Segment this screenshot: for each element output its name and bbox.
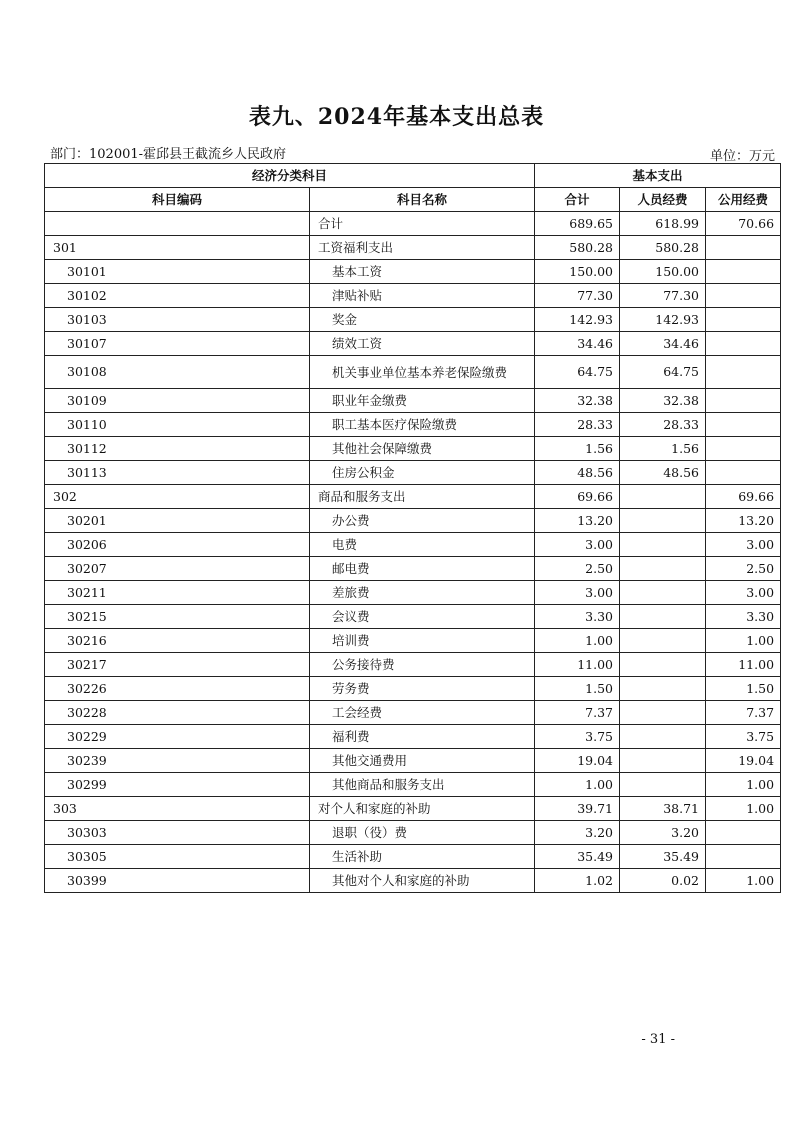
cell-code: 30103 — [45, 308, 310, 332]
page-number: - 31 - — [641, 1032, 675, 1047]
cell-name: 电费 — [310, 533, 535, 557]
cell-personnel: 3.20 — [620, 821, 706, 845]
header-name: 科目名称 — [310, 188, 535, 212]
cell-code: 30303 — [45, 821, 310, 845]
header-basic-expenditure: 基本支出 — [535, 164, 781, 188]
cell-total: 7.37 — [535, 701, 620, 725]
cell-name: 会议费 — [310, 605, 535, 629]
cell-name: 机关事业单位基本养老保险缴费 — [310, 356, 535, 389]
header-econ-category: 经济分类科目 — [45, 164, 535, 188]
cell-code: 30201 — [45, 509, 310, 533]
cell-personnel: 0.02 — [620, 869, 706, 893]
cell-code: 30229 — [45, 725, 310, 749]
table-row — [45, 581, 781, 605]
cell-public: 2.50 — [706, 557, 781, 581]
cell-personnel — [620, 773, 706, 797]
cell-public: 69.66 — [706, 485, 781, 509]
cell-total: 39.71 — [535, 797, 620, 821]
table-row — [45, 629, 781, 653]
cell-name: 津贴补贴 — [310, 284, 535, 308]
table-row — [45, 308, 781, 332]
table-row — [45, 821, 781, 845]
table-row — [45, 212, 781, 236]
cell-public: 13.20 — [706, 509, 781, 533]
cell-total: 1.56 — [535, 437, 620, 461]
cell-name: 基本工资 — [310, 260, 535, 284]
cell-name: 其他社会保障缴费 — [310, 437, 535, 461]
table-row — [45, 773, 781, 797]
cell-total: 1.00 — [535, 629, 620, 653]
cell-total: 1.50 — [535, 677, 620, 701]
cell-code: 303 — [45, 797, 310, 821]
cell-code: 30211 — [45, 581, 310, 605]
header-public: 公用经费 — [706, 188, 781, 212]
cell-personnel — [620, 701, 706, 725]
cell-code: 30216 — [45, 629, 310, 653]
table-row — [45, 797, 781, 821]
header-row-columns — [45, 188, 781, 212]
cell-personnel: 77.30 — [620, 284, 706, 308]
table-row — [45, 557, 781, 581]
cell-personnel — [620, 725, 706, 749]
cell-code: 30102 — [45, 284, 310, 308]
cell-public: 11.00 — [706, 653, 781, 677]
cell-personnel: 28.33 — [620, 413, 706, 437]
cell-total: 28.33 — [535, 413, 620, 437]
cell-public: 1.00 — [706, 797, 781, 821]
table-row — [45, 533, 781, 557]
cell-public — [706, 284, 781, 308]
cell-code: 301 — [45, 236, 310, 260]
cell-code: 30226 — [45, 677, 310, 701]
cell-total: 19.04 — [535, 749, 620, 773]
cell-personnel: 64.75 — [620, 356, 706, 389]
cell-code: 30217 — [45, 653, 310, 677]
cell-code: 30101 — [45, 260, 310, 284]
cell-public: 1.00 — [706, 773, 781, 797]
cell-personnel: 150.00 — [620, 260, 706, 284]
cell-total: 32.38 — [535, 389, 620, 413]
cell-code: 30215 — [45, 605, 310, 629]
header-code: 科目编码 — [45, 188, 310, 212]
cell-code: 30110 — [45, 413, 310, 437]
cell-public — [706, 308, 781, 332]
cell-name: 职工基本医疗保险缴费 — [310, 413, 535, 437]
cell-total: 34.46 — [535, 332, 620, 356]
table-row — [45, 485, 781, 509]
cell-code: 30107 — [45, 332, 310, 356]
table-body — [45, 212, 781, 893]
cell-total: 64.75 — [535, 356, 620, 389]
cell-name: 公务接待费 — [310, 653, 535, 677]
cell-code: 30207 — [45, 557, 310, 581]
cell-code: 30109 — [45, 389, 310, 413]
table-row — [45, 236, 781, 260]
basic-expenditure-table — [44, 163, 781, 893]
cell-name: 职业年金缴费 — [310, 389, 535, 413]
cell-public: 1.00 — [706, 629, 781, 653]
cell-personnel — [620, 629, 706, 653]
cell-total: 3.75 — [535, 725, 620, 749]
cell-public: 3.00 — [706, 533, 781, 557]
cell-code: 30305 — [45, 845, 310, 869]
cell-total: 3.00 — [535, 533, 620, 557]
cell-code: 30399 — [45, 869, 310, 893]
cell-public — [706, 236, 781, 260]
header-row-group — [45, 164, 781, 188]
cell-personnel — [620, 533, 706, 557]
cell-name: 商品和服务支出 — [310, 485, 535, 509]
cell-code — [45, 212, 310, 236]
cell-code: 30206 — [45, 533, 310, 557]
cell-name: 对个人和家庭的补助 — [310, 797, 535, 821]
cell-code: 30299 — [45, 773, 310, 797]
cell-name: 差旅费 — [310, 581, 535, 605]
cell-code: 30112 — [45, 437, 310, 461]
table-row — [45, 389, 781, 413]
cell-personnel: 48.56 — [620, 461, 706, 485]
cell-name: 合计 — [310, 212, 535, 236]
cell-personnel — [620, 581, 706, 605]
table-row — [45, 260, 781, 284]
table-row — [45, 461, 781, 485]
cell-personnel: 618.99 — [620, 212, 706, 236]
cell-name: 其他商品和服务支出 — [310, 773, 535, 797]
cell-total: 2.50 — [535, 557, 620, 581]
cell-personnel: 38.71 — [620, 797, 706, 821]
cell-personnel: 34.46 — [620, 332, 706, 356]
cell-name: 退职（役）费 — [310, 821, 535, 845]
cell-name: 其他对个人和家庭的补助 — [310, 869, 535, 893]
cell-code: 30228 — [45, 701, 310, 725]
header-personnel: 人员经费 — [620, 188, 706, 212]
table-row — [45, 725, 781, 749]
cell-name: 工资福利支出 — [310, 236, 535, 260]
cell-public: 3.30 — [706, 605, 781, 629]
cell-code: 302 — [45, 485, 310, 509]
cell-public — [706, 821, 781, 845]
cell-total: 77.30 — [535, 284, 620, 308]
cell-personnel — [620, 749, 706, 773]
cell-public — [706, 437, 781, 461]
cell-name: 劳务费 — [310, 677, 535, 701]
cell-code: 30108 — [45, 356, 310, 389]
cell-personnel: 32.38 — [620, 389, 706, 413]
table-row — [45, 749, 781, 773]
cell-total: 580.28 — [535, 236, 620, 260]
table-row — [45, 413, 781, 437]
cell-public: 1.00 — [706, 869, 781, 893]
cell-public: 3.75 — [706, 725, 781, 749]
cell-public — [706, 461, 781, 485]
cell-personnel — [620, 485, 706, 509]
cell-total: 142.93 — [535, 308, 620, 332]
cell-name: 生活补助 — [310, 845, 535, 869]
cell-total: 3.20 — [535, 821, 620, 845]
cell-code: 30239 — [45, 749, 310, 773]
table-row — [45, 605, 781, 629]
cell-public — [706, 356, 781, 389]
cell-total: 3.30 — [535, 605, 620, 629]
unit-label: 单位：万元 — [709, 149, 775, 164]
cell-personnel — [620, 653, 706, 677]
cell-total: 13.20 — [535, 509, 620, 533]
cell-total: 3.00 — [535, 581, 620, 605]
cell-public — [706, 413, 781, 437]
table-row — [45, 869, 781, 893]
cell-total: 35.49 — [535, 845, 620, 869]
header-total: 合计 — [535, 188, 620, 212]
cell-name: 工会经费 — [310, 701, 535, 725]
cell-total: 11.00 — [535, 653, 620, 677]
cell-name: 邮电费 — [310, 557, 535, 581]
cell-total: 1.02 — [535, 869, 620, 893]
table-row — [45, 845, 781, 869]
cell-total: 150.00 — [535, 260, 620, 284]
table-row — [45, 332, 781, 356]
cell-name: 绩效工资 — [310, 332, 535, 356]
cell-total: 1.00 — [535, 773, 620, 797]
cell-total: 69.66 — [535, 485, 620, 509]
table-row — [45, 509, 781, 533]
cell-public — [706, 389, 781, 413]
cell-name: 办公费 — [310, 509, 535, 533]
cell-public: 7.37 — [706, 701, 781, 725]
department-label: 部门：102001-霍邱县王截流乡人民政府 — [50, 147, 287, 162]
cell-name: 培训费 — [310, 629, 535, 653]
cell-personnel — [620, 557, 706, 581]
table-row — [45, 677, 781, 701]
table-row — [45, 701, 781, 725]
table-row — [45, 653, 781, 677]
cell-total: 689.65 — [535, 212, 620, 236]
cell-personnel: 35.49 — [620, 845, 706, 869]
cell-public: 1.50 — [706, 677, 781, 701]
cell-public: 3.00 — [706, 581, 781, 605]
cell-name: 福利费 — [310, 725, 535, 749]
cell-personnel — [620, 509, 706, 533]
cell-public — [706, 332, 781, 356]
cell-code: 30113 — [45, 461, 310, 485]
cell-name: 其他交通费用 — [310, 749, 535, 773]
cell-name: 住房公积金 — [310, 461, 535, 485]
page-title: 表九、2024年基本支出总表 — [248, 104, 545, 130]
cell-personnel — [620, 605, 706, 629]
table-row — [45, 284, 781, 308]
cell-personnel: 142.93 — [620, 308, 706, 332]
cell-personnel — [620, 677, 706, 701]
cell-public: 70.66 — [706, 212, 781, 236]
cell-name: 奖金 — [310, 308, 535, 332]
cell-public — [706, 845, 781, 869]
cell-public: 19.04 — [706, 749, 781, 773]
cell-total: 48.56 — [535, 461, 620, 485]
table-row — [45, 356, 781, 389]
table-row — [45, 437, 781, 461]
cell-personnel: 1.56 — [620, 437, 706, 461]
cell-public — [706, 260, 781, 284]
cell-personnel: 580.28 — [620, 236, 706, 260]
